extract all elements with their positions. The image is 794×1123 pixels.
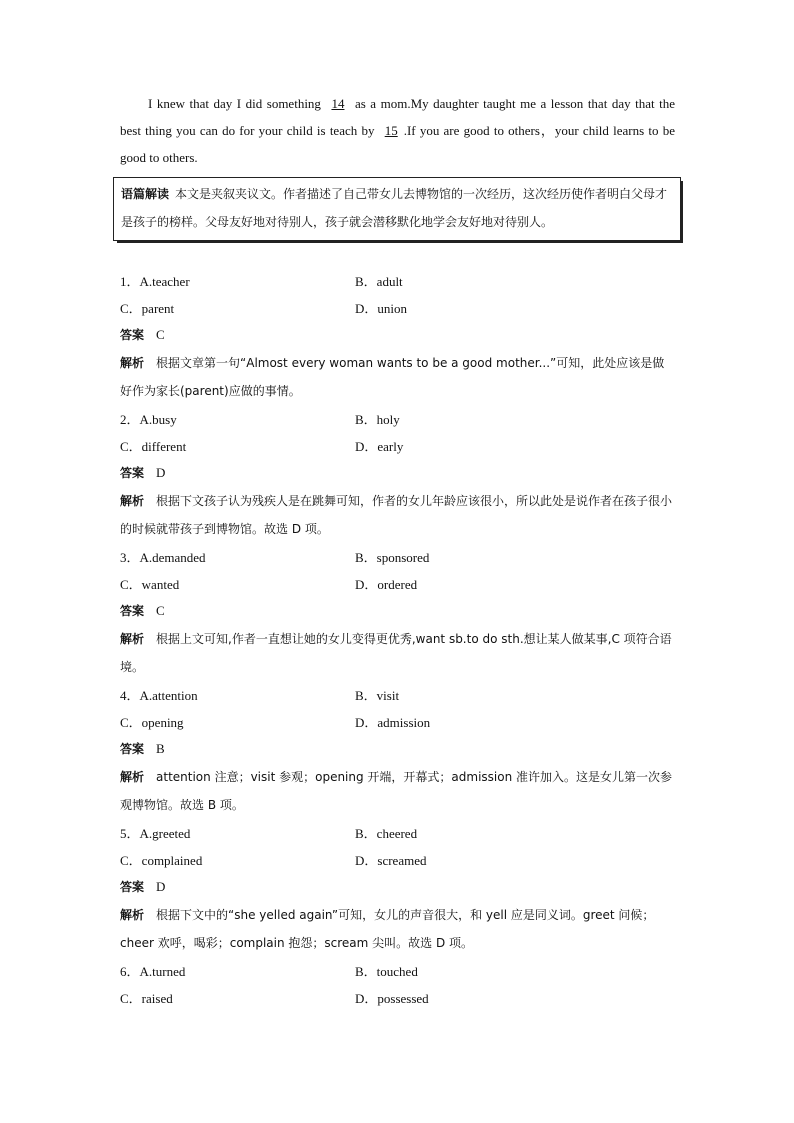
passage-text-1: I knew that day I did something	[148, 96, 326, 111]
answer-value: B	[156, 741, 165, 756]
passage-text-3: .If you are good to others，your child learns to be good to others.	[120, 123, 675, 165]
answer-value: D	[156, 465, 166, 480]
explanation-text: 根据文章第一句“Almost every woman wants to be a good mother...”可知，此处应该是做好作为家长(parent)应做的事情。	[120, 356, 665, 398]
answer-value: C	[156, 327, 165, 342]
reading-summary-box	[113, 177, 681, 241]
option-a: 6．A.turned	[120, 964, 186, 979]
question-2	[120, 405, 675, 543]
answer-value: C	[156, 603, 165, 618]
option-a: 1．A.teacher	[120, 274, 190, 289]
option-row	[120, 570, 675, 597]
option-row	[120, 405, 675, 432]
option-d: D．screamed	[355, 853, 427, 868]
answer-line	[120, 459, 675, 487]
explanation-text: 根据上文可知,作者一直想让她的女儿变得更优秀,want sb.to do sth.想让某人做某事,C 项符合语境。	[120, 632, 672, 674]
option-d: D．early	[355, 439, 404, 454]
option-row	[120, 432, 675, 459]
answer-line	[120, 735, 675, 763]
explanation-text: 根据下文孩子认为残疾人是在跳舞可知，作者的女儿年龄应该很小，所以此处是说作者在孩子很小的时候就带孩子到博物馆。故选 D 项。	[120, 494, 673, 536]
answer-line	[120, 873, 675, 901]
option-b: B．visit	[355, 688, 400, 703]
explanation	[120, 487, 675, 543]
option-c: C．parent	[120, 301, 175, 316]
option-b: B．touched	[355, 964, 418, 979]
option-a: 3．A.demanded	[120, 550, 206, 565]
option-row	[120, 294, 675, 321]
option-a: 4．A.attention	[120, 688, 198, 703]
option-d: D．union	[355, 301, 408, 316]
answer-label: 答案	[120, 604, 145, 618]
explanation	[120, 625, 675, 681]
explanation	[120, 901, 675, 957]
answer-label: 答案	[120, 466, 145, 480]
option-c: C．different	[120, 439, 187, 454]
document-page	[120, 90, 675, 1011]
answer-line	[120, 321, 675, 349]
option-a: 5．A.greeted	[120, 826, 191, 841]
option-c: C．wanted	[120, 577, 180, 592]
answer-label: 答案	[120, 328, 145, 342]
option-b: B．sponsored	[355, 550, 430, 565]
option-d: D．admission	[355, 715, 431, 730]
reading-summary-tag: 语篇解读	[121, 187, 170, 201]
option-row	[120, 819, 675, 846]
option-row	[120, 267, 675, 294]
question-5	[120, 819, 675, 957]
blank-14: 14	[331, 96, 345, 111]
question-list	[120, 267, 675, 1011]
reading-summary-text: 本文是夹叙夹议文。作者描述了自己带女儿去博物馆的一次经历，这次经历使作者明白父母才是孩子的榜样。父母友好地对待别人，孩子就会潜移默化地学会友好地对待别人。	[121, 187, 668, 229]
explanation	[120, 349, 675, 405]
option-b: B．cheered	[355, 826, 418, 841]
option-b: B．adult	[355, 274, 403, 289]
passage-text-2: as a mom.My daughter taught me a lesson that day that the best thing you can do for your child is teach by	[120, 96, 675, 138]
explanation-label: 解析	[120, 356, 145, 370]
explanation-label: 解析	[120, 908, 145, 922]
explanation-label: 解析	[120, 632, 145, 646]
explanation-label: 解析	[120, 494, 145, 508]
question-1	[120, 267, 675, 405]
option-c: C．opening	[120, 715, 184, 730]
passage-paragraph	[120, 90, 675, 171]
blank-15: 15	[384, 123, 398, 138]
option-d: D．possessed	[355, 991, 429, 1006]
option-row	[120, 708, 675, 735]
option-row	[120, 681, 675, 708]
option-row	[120, 984, 675, 1011]
option-c: C．complained	[120, 853, 203, 868]
option-d: D．ordered	[355, 577, 418, 592]
answer-label: 答案	[120, 742, 145, 756]
answer-label: 答案	[120, 880, 145, 894]
option-b: B．holy	[355, 412, 400, 427]
option-row	[120, 543, 675, 570]
question-3	[120, 543, 675, 681]
explanation-text: attention 注意；visit 参观；opening 开端，开幕式；admission 准许加入。这是女儿第一次参观博物馆。故选 B 项。	[120, 770, 673, 812]
option-row	[120, 957, 675, 984]
answer-value: D	[156, 879, 166, 894]
option-row	[120, 846, 675, 873]
explanation-label: 解析	[120, 770, 145, 784]
explanation-text: 根据下文中的“she yelled again”可知，女儿的声音很大，和 yell 应是同义词。greet 问候；cheer 欢呼，喝彩；complain 抱怨；scream 尖叫。故选 D 项。	[120, 908, 655, 950]
question-4	[120, 681, 675, 819]
explanation	[120, 763, 675, 819]
option-c: C．raised	[120, 991, 173, 1006]
question-6	[120, 957, 675, 1011]
option-a: 2．A.busy	[120, 412, 177, 427]
answer-line	[120, 597, 675, 625]
